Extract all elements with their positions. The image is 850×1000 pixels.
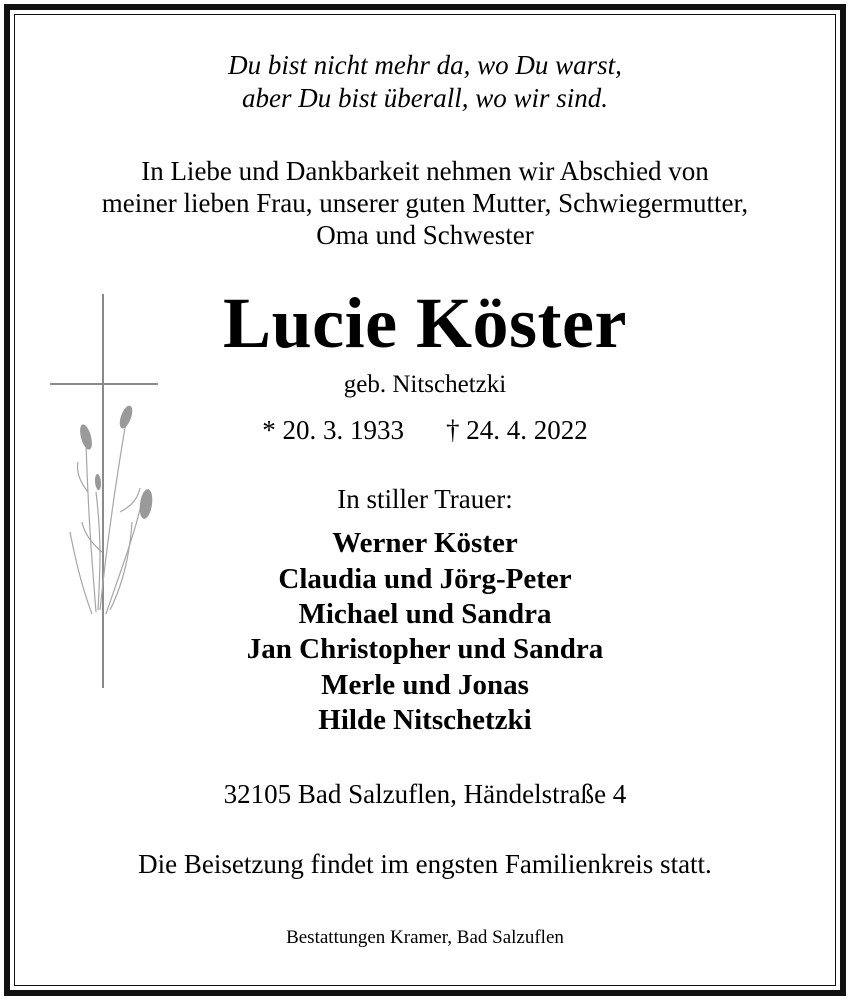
birth-name: geb. Nitschetzki (343, 371, 507, 398)
mourners-label: In stiller Trauer: (337, 484, 513, 514)
death-date: † 24. 4. 2022 (446, 415, 588, 445)
deceased-name: Lucie Köster (223, 283, 627, 363)
life-dates (0, 415, 850, 446)
funeral-notice: Die Beisetzung findet im engsten Familienkreis statt. (138, 849, 712, 879)
mourner-name: Merle und Jonas (321, 669, 529, 701)
quote-line-2: aber Du bist überall, wo wir sind. (241, 83, 609, 113)
mourner-name: Michael und Sandra (298, 598, 552, 630)
intro-line-2: meiner lieben Frau, unserer guten Mutter, Schwiegermutter, (101, 188, 749, 218)
intro-line-3: Oma und Schwester (316, 220, 534, 250)
mourner-name: Jan Christopher und Sandra (246, 633, 604, 665)
mourner-name: Claudia und Jörg-Peter (278, 563, 572, 595)
birth-date: * 20. 3. 1933 (262, 415, 404, 445)
undertaker: Bestattungen Kramer, Bad Salzuflen (286, 927, 564, 948)
mourner-name: Hilde Nitschetzki (318, 704, 532, 736)
address: 32105 Bad Salzuflen, Händelstraße 4 (223, 779, 627, 809)
intro-line-1: In Liebe und Dankbarkeit nehmen wir Abschied von (141, 156, 709, 186)
mourner-name: Werner Köster (332, 527, 518, 559)
quote-line-1: Du bist nicht mehr da, wo Du warst, (228, 50, 622, 80)
